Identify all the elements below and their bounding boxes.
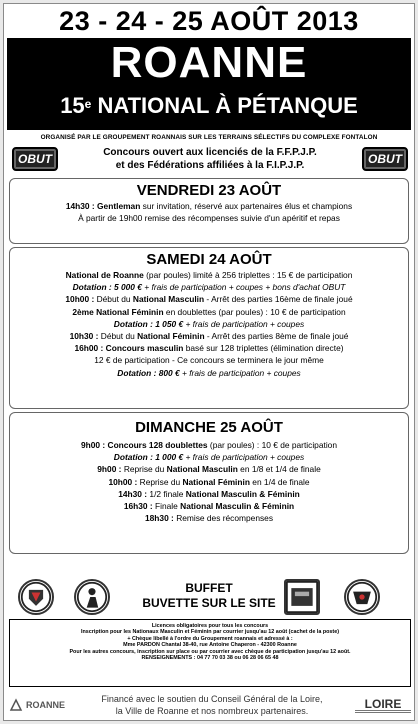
funding-text: Financé avec le soutien du Conseil Général de la Loire, la Ville de Roanne et nos nombreux partenaires. xyxy=(101,694,323,716)
sunday-line-6: 16h30 : Finale National Masculin & Féminin xyxy=(123,501,295,512)
poster xyxy=(3,3,415,721)
sunday-title: DIMANCHE 25 AOÛT xyxy=(135,419,283,436)
petanque-player-logo xyxy=(74,579,110,615)
sunday-line-7: 18h30 : Remise des récompenses xyxy=(144,513,274,524)
sunday-line-5: 14h30 : 1/2 finale National Masculin & Féminin xyxy=(118,488,300,499)
eligibility-row xyxy=(4,141,414,175)
funding-footer xyxy=(9,690,411,720)
title-banner xyxy=(7,38,411,130)
obut-logo-right: OBUT xyxy=(362,147,408,171)
saturday-title: SAMEDI 24 AOÛT xyxy=(146,251,272,268)
saturday-line-2: Dotation : 5 000 € + frais de participation + coupes + bons d'achat OBUT xyxy=(72,282,346,293)
saturday-line-5: Dotation : 1 050 € + frais de participation + coupes xyxy=(113,318,305,329)
eligibility-text: Concours ouvert aux licenciés de la F.F.P.J.P. et des Fédérations affiliées à la F.I.P.J.P. xyxy=(103,147,317,171)
saturday-line-1: National de Roanne (par poules) limité à 256 triplettes : 15 € de participation xyxy=(65,270,353,280)
roanne-logo: ROANNE xyxy=(9,698,69,712)
sunday-line-1: 9h00 : Concours 128 doublettes (par poules) : 10 € de participation xyxy=(80,440,338,450)
obut-logo-left: OBUT xyxy=(12,147,58,171)
licences-notice: Licences obligatoires pour tous les concours Inscription pour les Nationaux Masculin et Féminin par courrier jusqu'au 12 août (cachet de la poste) + Chèque libellé à l'ordre du Groupement roannais et adressé à : Mme PARDON Chantal 38-40, rue Antoine Chaperon - 42300 Roanne Pour les autres concours, inscription sur place ou par courrier avec chèque de participation jusqu'au 12 août. RENSEIGNEMENTS : 04 77 70 03 38 ou 06 28 06 65 48 xyxy=(9,619,411,687)
event-dates: 23 - 24 - 25 AOÛT 2013 xyxy=(59,6,359,36)
shield-logo-1 xyxy=(18,579,54,615)
buffet-notice: BUFFET BUVETTE SUR LE SITE xyxy=(142,581,276,610)
organiser-line: ORGANISÉ PAR LE GROUPEMENT ROANNAIS SUR LES TERRAINS SÉLECTIFS DU COMPLEXE FONTALON xyxy=(40,134,378,141)
roanne-mark-icon xyxy=(9,698,23,712)
sunday-line-4: 10h00 : Reprise du National Féminin en 1/4 de finale xyxy=(108,476,310,487)
sunday-line-2: Dotation : 1 000 € + frais de participation + coupes xyxy=(113,452,305,463)
saturday-line-8: 12 € de participation - Ce concours se terminera le jour même xyxy=(94,355,324,366)
friday-section xyxy=(9,178,409,244)
friday-line-2: À partir de 19h00 remise des récompenses suivie d'un apéritif et repas xyxy=(78,213,340,224)
saturday-line-7: 16h00 : Concours masculin basé sur 128 triplettes (élimination directe) xyxy=(74,343,344,354)
club-logo xyxy=(344,579,380,615)
sunday-line-3: 9h00 : Reprise du National Masculin en 1/8 et 1/4 de finale xyxy=(97,464,321,475)
saturday-line-4: 2ème National Féminin en doublettes (par poules) : 10 € de participation xyxy=(72,306,346,317)
loire-logo: LOIRE xyxy=(355,698,411,713)
friday-title: VENDREDI 23 AOÛT xyxy=(136,182,282,199)
saturday-section xyxy=(9,247,409,409)
city-title: ROANNE xyxy=(110,38,308,87)
friday-line-1: 14h30 : Gentleman sur invitation, réservé aux partenaires élus et champions xyxy=(65,201,353,211)
saturday-line-6: 10h30 : Début du National Féminin - Arrêt des parties 8ème de finale joué xyxy=(69,331,349,342)
national-title: 15e NATIONAL À PÉTANQUE xyxy=(60,93,358,118)
saturday-line-3: 10h00 : Début du National Masculin - Arrêt des parties 16ème de finale joué xyxy=(65,294,353,305)
sunday-section xyxy=(9,412,409,554)
saturday-line-9: Dotation : 800 € + frais de participation + coupes xyxy=(117,367,301,378)
